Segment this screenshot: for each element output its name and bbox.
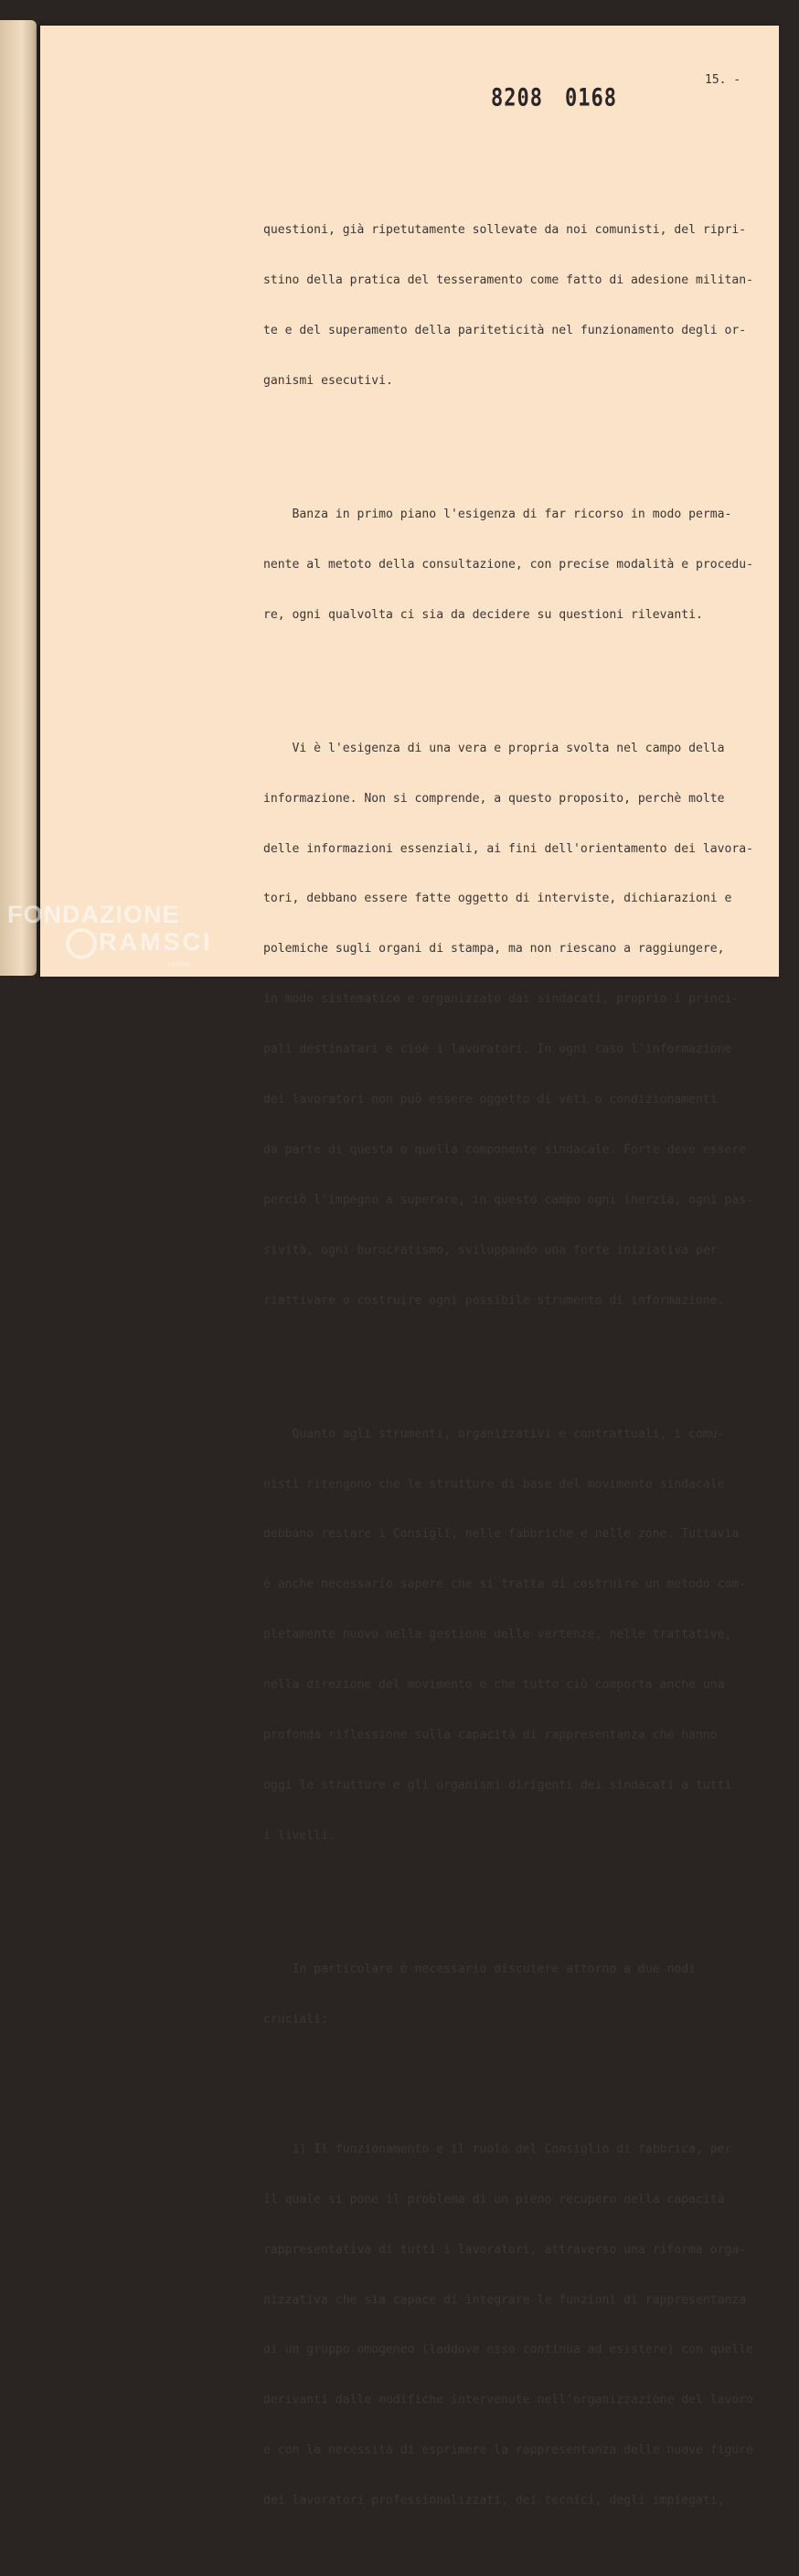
- text-line: cruciali:: [263, 2012, 328, 2026]
- text-line: ganismi esecutivi.: [263, 373, 393, 388]
- text-line: te e del superamento della pariteticità nel funzionamento degli or-: [263, 323, 747, 337]
- text-line: Vi è l'esigenza di una vera e propria svolta nel campo della: [263, 741, 725, 755]
- text-line: Banza in primo piano l'esigenza di far ricorso in modo perma-: [263, 507, 732, 521]
- text-line: sività, ogni burocratismo, sviluppando una forte iniziativa per: [263, 1243, 718, 1257]
- text-line: da parte di questa o quella componente sindacale. Forte deve essere: [263, 1142, 747, 1157]
- text-line: delle informazioni essenziali, ai fini dell'orientamento dei lavora-: [263, 841, 754, 856]
- text-line: Quanto agli strumenti, organizzativi e contrattuali, i comu-: [263, 1427, 725, 1441]
- text-line: rappresentativa di tutti i lavoratori, attraverso una riforma orga-: [263, 2242, 747, 2257]
- text-line: tori, debbano essere fatte oggetto di interviste, dichiarazioni e: [263, 892, 732, 906]
- text-line: nisti ritengono che le strutture di base del movimento sindacale: [263, 1477, 725, 1491]
- paragraph: [263, 473, 757, 657]
- paragraph: [263, 707, 757, 1342]
- watermark-line-3: online: [168, 959, 191, 968]
- previous-page-edge: [0, 20, 37, 976]
- text-line: nente al metoto della consultazione, con precise modalità e procedu-: [263, 557, 754, 572]
- body-text: [263, 155, 757, 2576]
- watermark-logo: [7, 901, 213, 968]
- text-line: 1) Il funzionamento e il ruolo del Consiglio di fabbrica, per: [263, 2142, 732, 2156]
- text-line: dei lavoratori professionalizzati, dei tecnici, degli impiegati,: [263, 2494, 725, 2508]
- text-line: dei lavoratori non può essere oggetto di veti o condizionamenti: [263, 1093, 718, 1107]
- text-line: di un gruppo omogeneo (laddove esso continua ad esistere) con quelle: [263, 2343, 754, 2357]
- text-line: riattivare o costruire ogni possibile strumento di informazione.: [263, 1293, 725, 1308]
- text-line: pletamente nuovo nella gestione delle vertenze, nelle trattative,: [263, 1628, 732, 1642]
- page-number: 15. -: [705, 73, 741, 87]
- text-line: il quale si pone il problema di un pieno recupero della capacità: [263, 2192, 725, 2207]
- watermark-line-2: RAMSCI: [7, 928, 213, 959]
- text-line: oggi le strutture e gli organismi dirigenti dei sindacati a tutti: [263, 1778, 732, 1792]
- text-line: è anche necessario sapere che si tratta di costruire un metodo com-: [263, 1577, 747, 1592]
- text-line: i livelli.: [263, 1828, 336, 1843]
- paragraph: [263, 1393, 757, 1878]
- text-line: nizzativa che sia capace di integrare le funzioni di rappresentanza: [263, 2293, 747, 2307]
- archive-stamp-number: 8208: [491, 84, 543, 112]
- text-line: informazione. Non si comprende, a questo proposito, perchè molte: [263, 791, 725, 806]
- text-line: e con la necessità di esprimere la rappresentanza delle nuove figure: [263, 2443, 754, 2458]
- archive-stamp-sequence: 0168: [565, 84, 617, 112]
- text-line: profonda riflessione sulla capacità di rappresentanza che hanno: [263, 1728, 718, 1743]
- watermark-line-1: FONDAZIONE: [7, 901, 180, 928]
- text-line: nella direzione del movimento e che tutto ciò comporta anche una: [263, 1678, 725, 1693]
- paragraph: [263, 1928, 757, 2061]
- text-line: pali destinatari e cioè i lavoratori. In ogni caso l'informazione: [263, 1042, 732, 1057]
- paragraph: [263, 189, 757, 423]
- text-line: in modo sistematico e organizzato dai sindacati, proprio i princi-: [263, 992, 740, 1007]
- text-line: re, ogni qualvolta ci sia da decidere su questioni rilevanti.: [263, 607, 703, 622]
- text-line: perciò l'impegno a superare, in questo campo ogni inerzia, ogni pas-: [263, 1192, 754, 1207]
- text-line: In particolare è necessario discutere attorno a due nodi: [263, 1961, 696, 1976]
- text-line: stino della pratica del tesseramento come fatto di adesione militan-: [263, 273, 754, 288]
- text-line: questioni, già ripetutamente sollevate da noi comunisti, del ripri-: [263, 223, 747, 238]
- text-line: derivanti dalle modifiche intervenute nell'organizzazione del lavoro: [263, 2393, 754, 2408]
- g-logo-icon: [66, 928, 97, 959]
- paragraph: [263, 2108, 757, 2543]
- text-line: debbano restare i Consigli, nelle fabbriche e nelle zone. Tuttavia: [263, 1527, 740, 1542]
- text-line: polemiche sugli organi di stampa, ma non riescano a raggiungere,: [263, 942, 725, 957]
